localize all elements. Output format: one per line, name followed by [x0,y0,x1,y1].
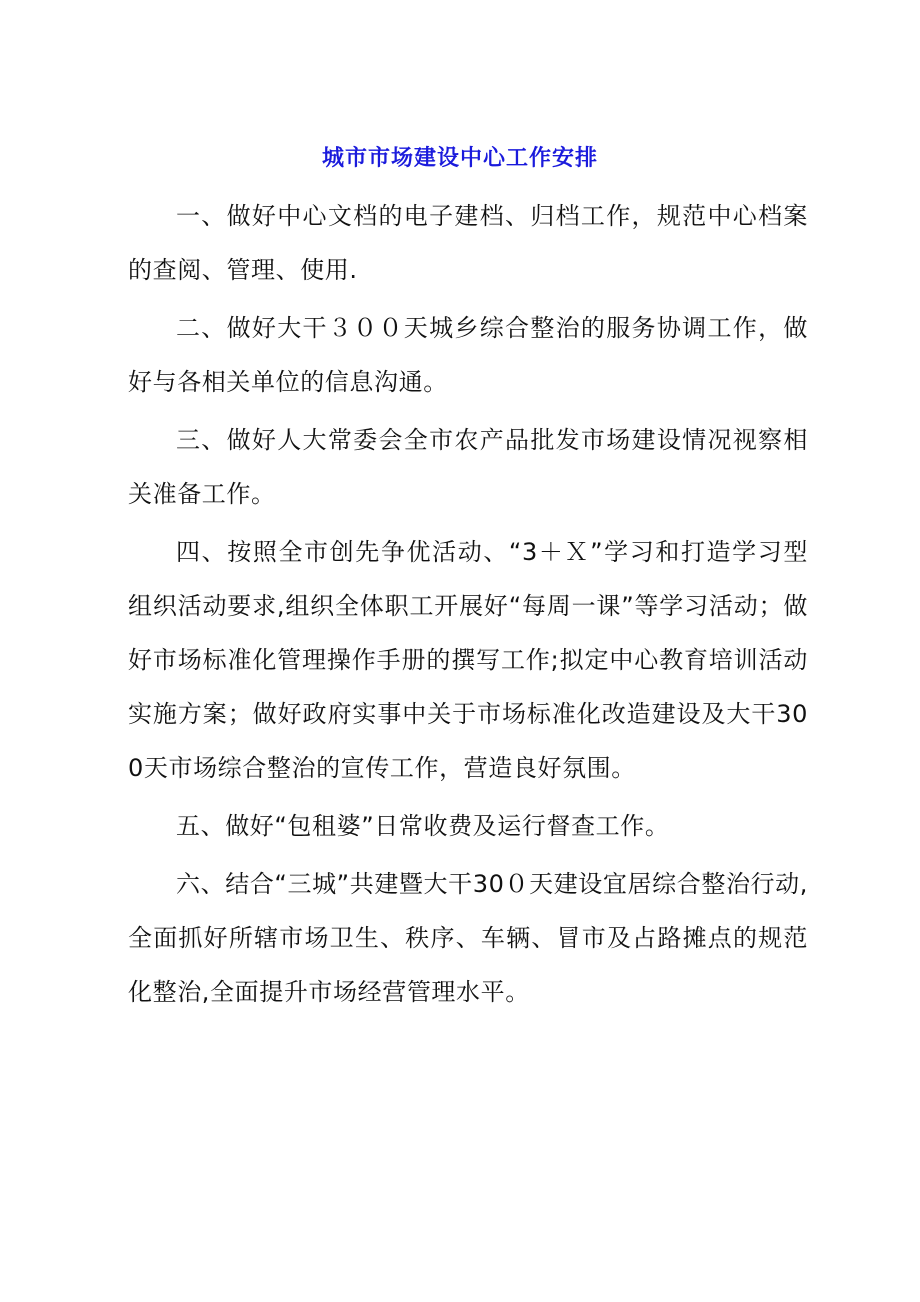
paragraph-4: 四、按照全市创先争优活动、“3＋Ｘ”学习和打造学习型组织活动要求,组织全体职工开展好“每周一课”等学习活动；做好市场标准化管理操作手册的撰写工作;拟定中心教育培训活动实施方案；做好政府实事中关于市场标准化改造建设及大干300天市场综合整治的宣传工作，营造良好氛围。 [128,538,808,782]
paragraph-5: 五、做好“包租婆”日常收费及运行督查工作。 [176,812,670,840]
document-title: 城市市场建设中心工作安排 [321,146,598,171]
paragraph-6: 六、结合“三城”共建暨大干30０天建设宜居综合整治行动,全面抓好所辖市场卫生、秩序、车辆、冒市及占路摊点的规范化整治,全面提升市场经营管理水平。 [128,870,808,1006]
paragraph-2: 二、做好大干３００天城乡综合整治的服务协调工作，做好与各相关单位的信息沟通。 [128,314,808,396]
paragraph-3: 三、做好人大常委会全市农产品批发市场建设情况视察相关准备工作。 [128,426,808,508]
document-body [128,189,808,1019]
paragraph-1: 一、做好中心文档的电子建档、归档工作，规范中心档案的查阅、管理、使用. [128,202,808,284]
